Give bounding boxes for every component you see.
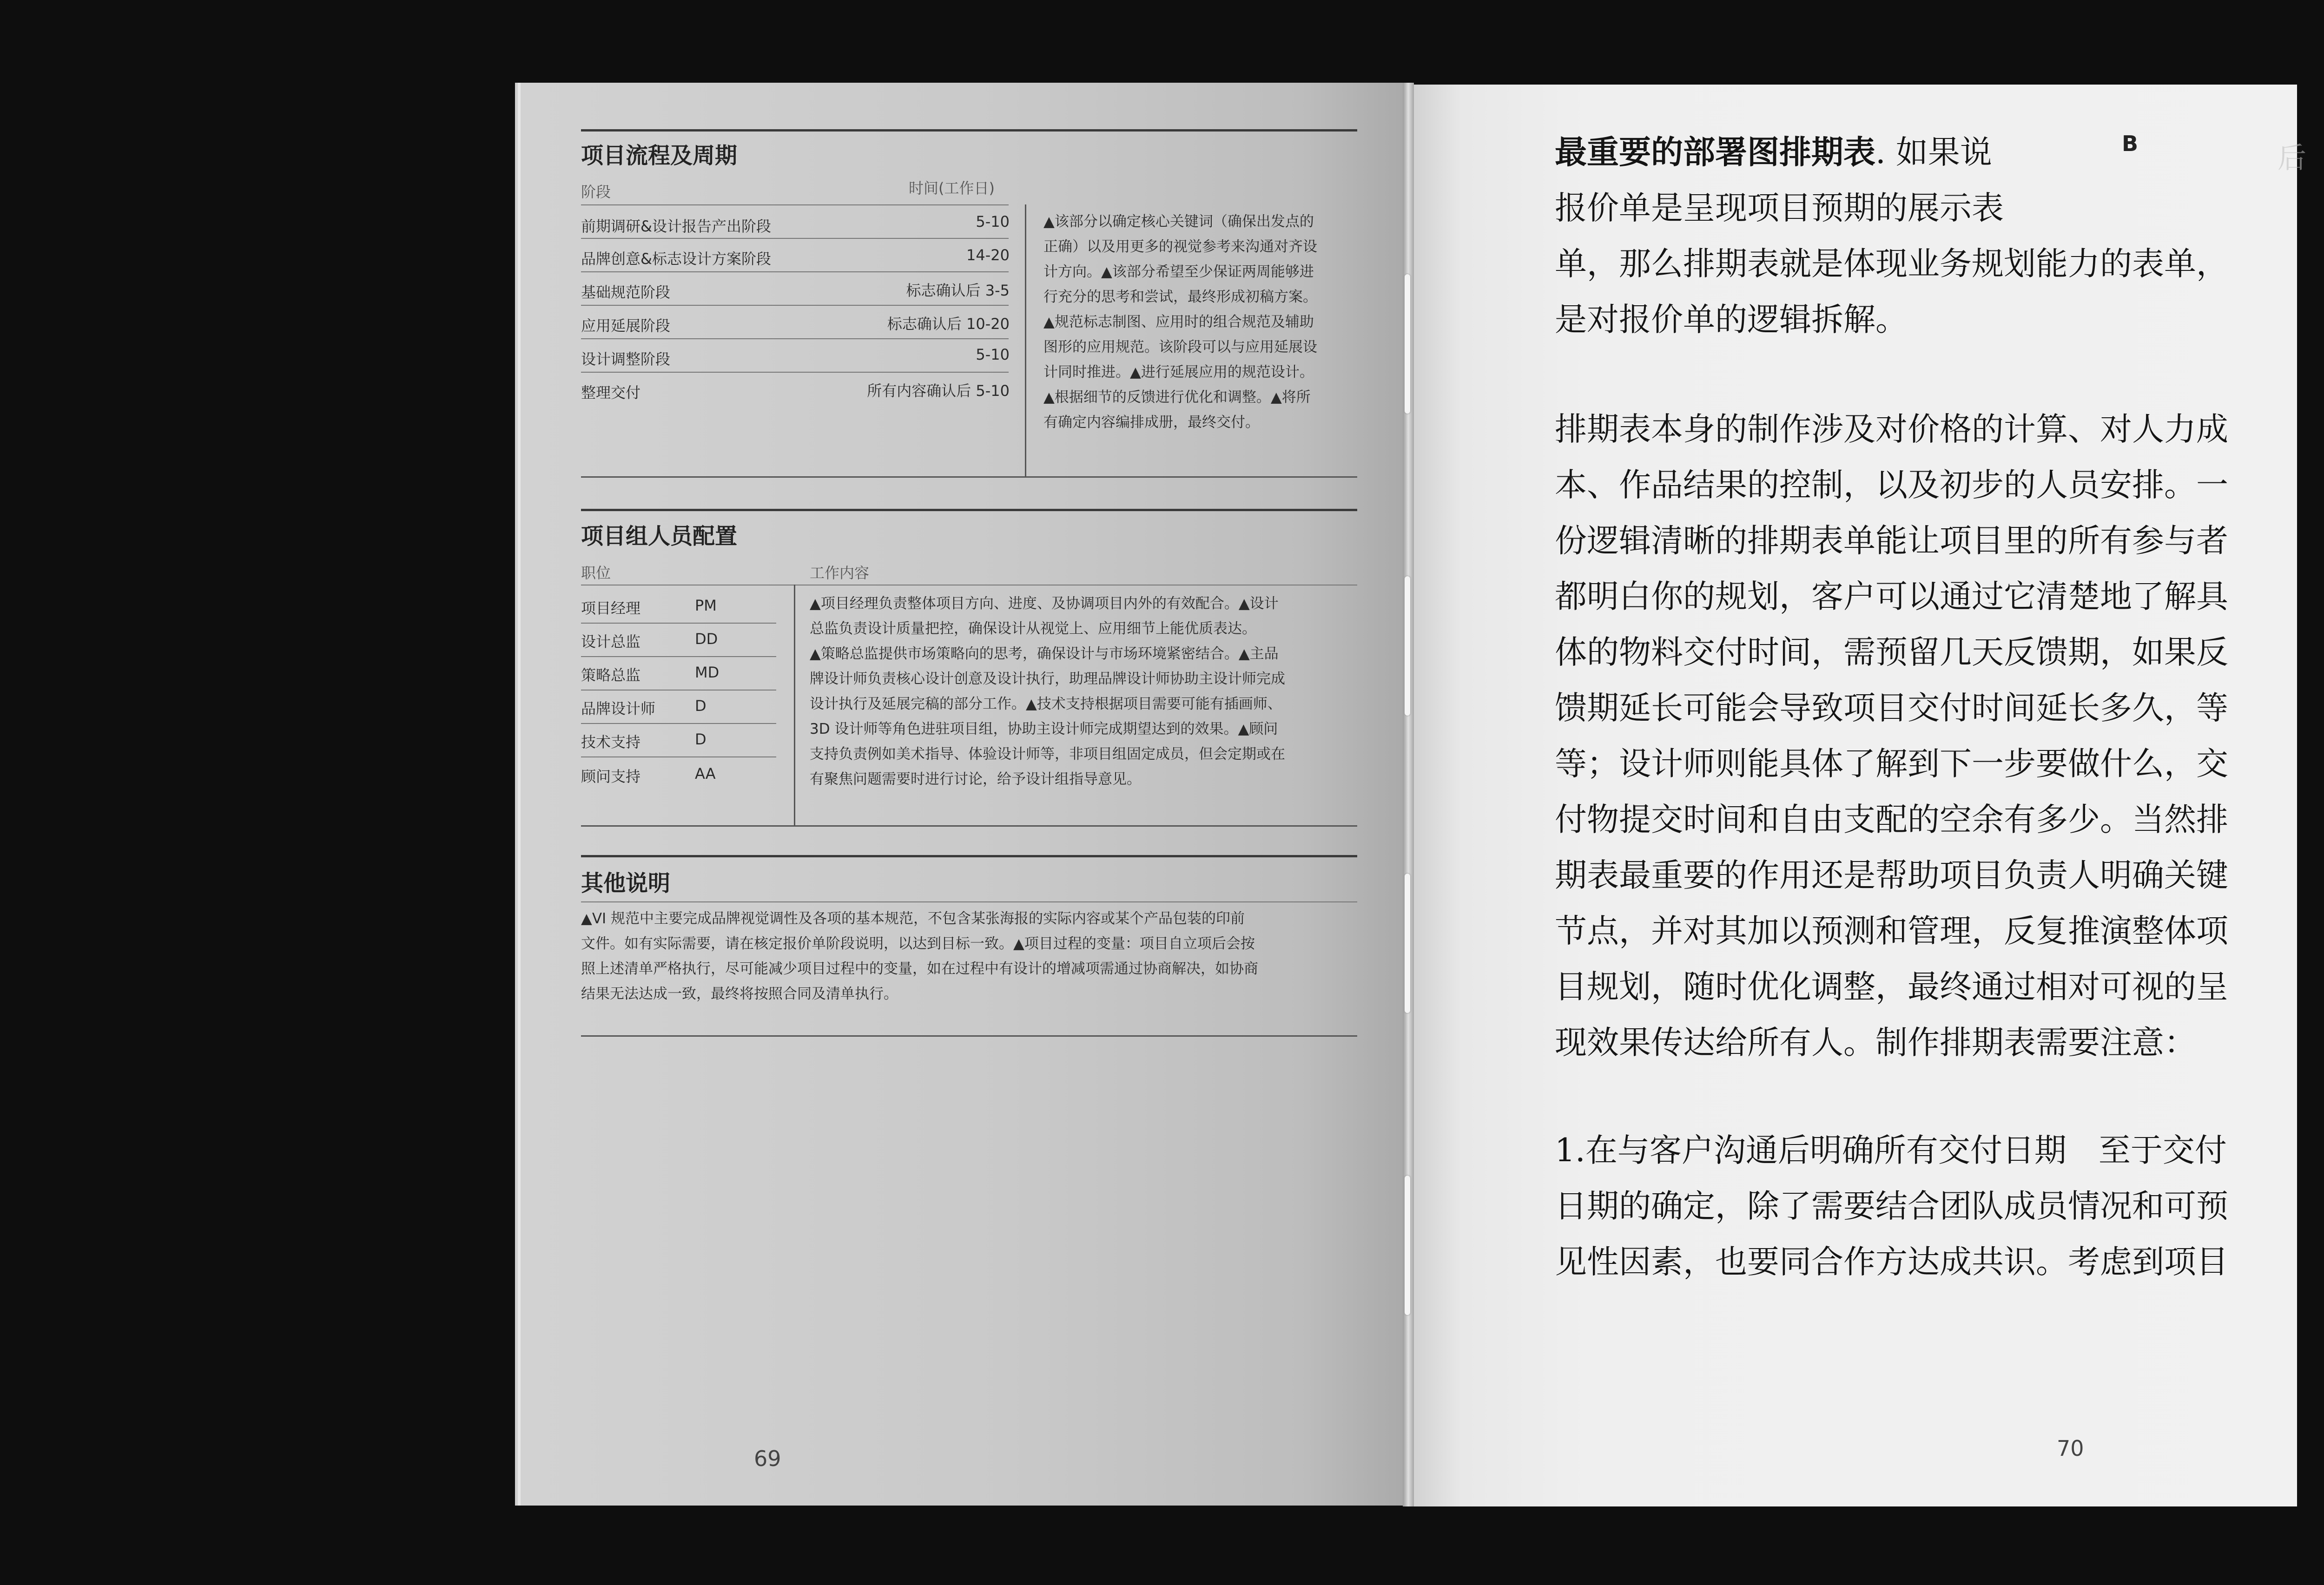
row-line [581, 305, 1009, 306]
binding-stitch [1405, 1176, 1410, 1315]
team-role-1: 项目经理 [581, 599, 641, 617]
team-code-6: AA [695, 765, 716, 783]
team-role-3: 策略总监 [581, 666, 641, 684]
col-work: 工作内容 [810, 564, 870, 582]
team-code-4: D [695, 697, 706, 715]
row-line [581, 372, 1009, 373]
row-line [581, 756, 776, 757]
process-time-3: 标志确认后 3-5 [906, 282, 1010, 299]
body-line: 付物提交时间和自由支配的空余有多少。当然排 [1555, 801, 2228, 838]
team-code-5: D [695, 730, 706, 748]
process-time-2: 14-20 [966, 246, 1010, 264]
column-divider [794, 585, 795, 826]
body-line: 单，那么排期表就是体现业务规划能力的表单， [1555, 245, 2228, 283]
section-rule [581, 509, 1357, 511]
body-line: 都明白你的规划，客户可以通过它清楚地了解具 [1555, 578, 2228, 615]
col-time: 时间(工作日) [909, 179, 995, 197]
binding-stitch [1405, 874, 1410, 1013]
other-title: 其他说明 [581, 870, 671, 896]
process-time-4: 标志确认后 10-20 [887, 315, 1010, 333]
team-role-6: 顾问支持 [581, 768, 641, 785]
row-line [581, 901, 1357, 902]
process-phase-1: 前期调研&设计报告产出阶段 [581, 217, 771, 235]
section-rule [581, 825, 1357, 827]
show-through-text: 后 [2278, 141, 2307, 175]
process-phase-2: 品牌创意&标志设计方案阶段 [581, 250, 771, 268]
process-title: 项目流程及周期 [581, 143, 738, 169]
body-line: 见性因素，也要同合作方达成共识。考虑到项目 [1555, 1243, 2228, 1281]
team-role-4: 品牌设计师 [581, 700, 656, 717]
body-line: 期表最重要的作用还是帮助项目负责人明确关键 [1555, 857, 2228, 894]
row-line [581, 238, 1009, 239]
body-line: 排期表本身的制作涉及对价格的计算、对人力成 [1555, 411, 2228, 448]
body-line: 份逻辑清晰的排期表单能让项目里的所有参与者 [1555, 522, 2228, 559]
team-notes: ▲项目经理负责整体项目方向、进度、及协调项目内外的有效配合。▲设计 总监负责设计质量把控，确保设计从视觉上、应用细节上能优质表达。 ▲策略总监提供市场策略向的思考，确保设计与市场环境紧密结合。▲主品 牌设计师负责核心设计创意及设计执行，助理品牌设计师协助主设计师完成 设计执行及延展完稿的部分工作。▲技术支持根据项目需要可能有插画师、 3D 设计师等角色进驻项目组，协助主设计师完成期望达到的效果。▲顾问 支持负责例如美术指导、体验设计师等，非项目组固定成员，但会定期或在 有聚焦问题需要时进行讨论，给予设计组指导意见。 [810, 595, 1285, 788]
row-line [581, 271, 1009, 272]
binding-stitch [1405, 576, 1410, 716]
row-line [581, 656, 776, 657]
process-time-6: 所有内容确认后 5-10 [867, 382, 1010, 400]
team-title: 项目组人员配置 [581, 523, 738, 549]
binding-stitch [1405, 274, 1410, 414]
body-line: 体的物料交付时间，需预留几天反馈期，如果反 [1555, 634, 2228, 671]
process-phase-3: 基础规范阶段 [581, 283, 671, 301]
process-time-5: 5-10 [976, 346, 1010, 363]
body-line: 节点，并对其加以预测和管理，反复推演整体项 [1555, 913, 2228, 950]
process-phase-5: 设计调整阶段 [581, 350, 671, 368]
section-rule [581, 476, 1357, 478]
team-code-2: DD [695, 630, 718, 648]
section-rule [581, 855, 1357, 857]
row-line [581, 723, 776, 724]
body-line: 1.在与客户沟通后明确所有交付日期 至于交付 [1555, 1132, 2227, 1169]
row-line [581, 690, 776, 691]
body-line: 日期的确定，除了需要结合团队成员情况和可预 [1555, 1188, 2228, 1225]
lead-paragraph-line: 最重要的部署图排期表. 如果说 [1555, 133, 1992, 171]
process-time-1: 5-10 [976, 213, 1010, 230]
lead-heading: 最重要的部署图排期表 [1555, 133, 1875, 171]
row-line [581, 204, 1009, 205]
body-line: 是对报价单的逻辑拆解。 [1555, 301, 1908, 338]
body-line: 馈期延长可能会导致项目交付时间延长多久，等 [1555, 690, 2228, 727]
row-line [581, 623, 776, 624]
team-role-2: 设计总监 [581, 633, 641, 651]
section-marker: B [2122, 131, 2139, 156]
column-divider [1025, 204, 1026, 476]
team-role-5: 技术支持 [581, 733, 641, 751]
team-code-1: PM [695, 597, 717, 614]
col-role: 职位 [581, 564, 611, 582]
section-rule [581, 1035, 1357, 1037]
body-line: 现效果传达给所有人。制作排期表需要注意： [1555, 1024, 2196, 1061]
body-line: 报价单是呈现项目预期的展示表 [1555, 190, 2004, 227]
page-number-right: 70 [2057, 1436, 2084, 1461]
process-notes: ▲该部分以确定核心关键词（确保出发点的 正确）以及用更多的视觉参考来沟通对齐设 计方向。▲该部分希望至少保证两周能够进 行充分的思考和尝试，最终形成初稿方案。 ▲规范标志制图、应用时的组合规范及辅助 图形的应用规范。该阶段可以与应用延展设 计同时推进。▲进行延展应用的规范设计。 ▲根据细节的反馈进行优化和调整。▲将所 有确定内容编排成册，最终交付。 [1043, 213, 1317, 431]
row-line [581, 338, 1009, 339]
body-line: 本、作品结果的控制，以及初步的人员安排。一 [1555, 467, 2228, 504]
team-code-3: MD [695, 664, 720, 681]
process-phase-6: 整理交付 [581, 384, 641, 401]
body-line: 等；设计师则能具体了解到下一步要做什么，交 [1555, 745, 2228, 783]
process-phase-4: 应用延展阶段 [581, 317, 671, 335]
section-rule [581, 129, 1357, 132]
body-line: 目规划，随时优化调整，最终通过相对可视的呈 [1555, 968, 2228, 1006]
page-number-left: 69 [754, 1446, 781, 1471]
other-notes: ▲VI 规范中主要完成品牌视觉调性及各项的基本规范，不包含某张海报的实际内容或某个产品包装的印前 文件。如有实际需要，请在核定报价单阶段说明，以达到目标一致。▲项目过程的变量：项目自立项后会按 照上述清单严格执行，尽可能减少项目过程中的变量，如在过程中有设计的增减项需通过协商解决，如协商 结果无法达成一致，最终将按照合同及清单执行。 [581, 910, 1258, 1002]
col-phase: 阶段 [581, 183, 611, 201]
